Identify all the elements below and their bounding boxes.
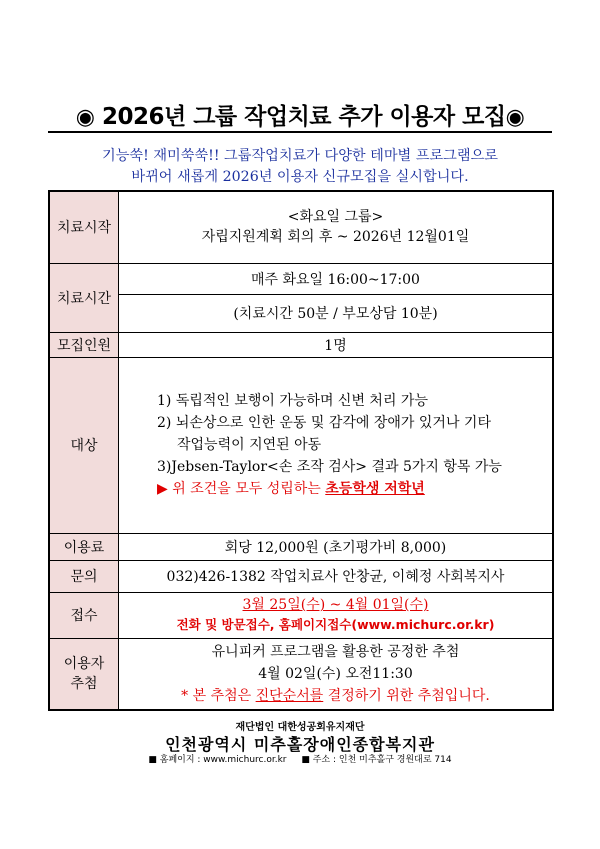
label-target: 대상 [49,357,119,533]
row-time-2 [49,294,553,332]
apply-method: 전화 및 방문접수, 홈페이지접수(www.michurc.or.kr) [176,617,495,632]
label-recruit: 모집인원 [49,332,119,357]
label-apply: 접수 [49,592,119,638]
triangle-right-icon: ▶ [157,481,168,497]
row-apply [49,592,553,638]
row-recruit [49,332,553,357]
footer-homepage: ■ 홈페이지 : www.michurc.or.kr [148,755,287,765]
value-target [119,357,554,533]
target-item-2: 2) 뇌손상으로 인한 운동 및 감각에 장애가 있거나 기타 [157,415,491,431]
footer-address: ■ 주소 : 인천 미추홀구 경원대로 714 [301,755,452,765]
start-line-2: 자립지원계획 회의 후 ~ 2026년 12월01일 [201,229,470,246]
row-start [49,191,553,263]
time-line-1: 매주 화요일 16:00~17:00 [119,263,554,294]
target-item-3: 3)Jebsen-Taylor<손 조작 검사> 결과 5가지 항목 가능 [157,459,502,475]
target-item-1: 1) 독립적인 보행이 가능하며 신변 처리 가능 [157,393,428,409]
value-apply [119,592,554,638]
selection-note-underline: 진단순서를 [255,687,324,704]
selection-line-2: 4월 02일(수) 오전11:30 [258,665,413,682]
intro-line-1: 기능쑥! 재미쑥쑥!! 그룹작업치료가 다양한 테마별 프로그램으로 [102,148,498,164]
selection-note-prefix: * 본 추첨은 [181,687,252,704]
footer [60,752,540,765]
row-selection [49,638,553,710]
selection-note-suffix: 결정하기 위한 추첨입니다. [327,687,490,704]
start-line-1: <화요일 그룹> [287,209,384,226]
time-line-2: (치료시간 50분 / 부모상담 10분) [119,294,554,332]
value-contact: 032)426-1382 작업치료사 안창균, 이혜정 사회복지사 [119,560,554,592]
target-item-2b: 작업능력이 지연된 아동 [177,437,322,453]
target-note-text: 위 조건을 모두 성립하는 [172,481,321,497]
label-fee: 이용료 [49,533,119,560]
label-time: 치료시간 [49,263,119,332]
title-text: 2026년 그룹 작업치료 추가 이용자 모집 [101,104,506,130]
selection-label-2: 추첨 [70,675,98,692]
value-selection [119,638,554,710]
label-contact: 문의 [49,560,119,592]
selection-line-1: 유니피커 프로그램을 활용한 공정한 추첨 [211,643,460,660]
page-title [40,98,560,131]
intro-line-2: 바뀌어 새롭게 2026년 이용자 신규모집을 실시합니다. [131,169,469,185]
info-table [48,190,554,711]
bullet-icon: ◉ [505,105,525,130]
value-start [119,191,554,263]
target-note-highlight: 초등학생 저학년 [325,481,425,497]
selection-label-1: 이용자 [63,655,105,672]
value-fee: 회당 12,000원 (초기평가비 8,000) [119,533,554,560]
apply-date: 3월 25일(수) ~ 4월 01일(수) [242,597,429,613]
row-fee [49,533,553,560]
organization-name: 인천광역시 미추홀장애인종합복지관 [165,735,435,754]
selection-note [119,686,552,706]
title-underline [48,131,552,133]
label-start: 치료시작 [49,191,119,263]
intro-text [30,146,570,188]
row-target [49,357,553,533]
row-contact [49,560,553,592]
value-recruit: 1명 [119,332,554,357]
foundation-name: 재단법인 대한성공회유지재단 [235,722,365,733]
target-list [119,390,552,500]
target-note [157,478,552,500]
bullet-icon: ◉ [75,105,95,130]
row-time-1 [49,263,553,294]
label-selection [49,638,119,710]
